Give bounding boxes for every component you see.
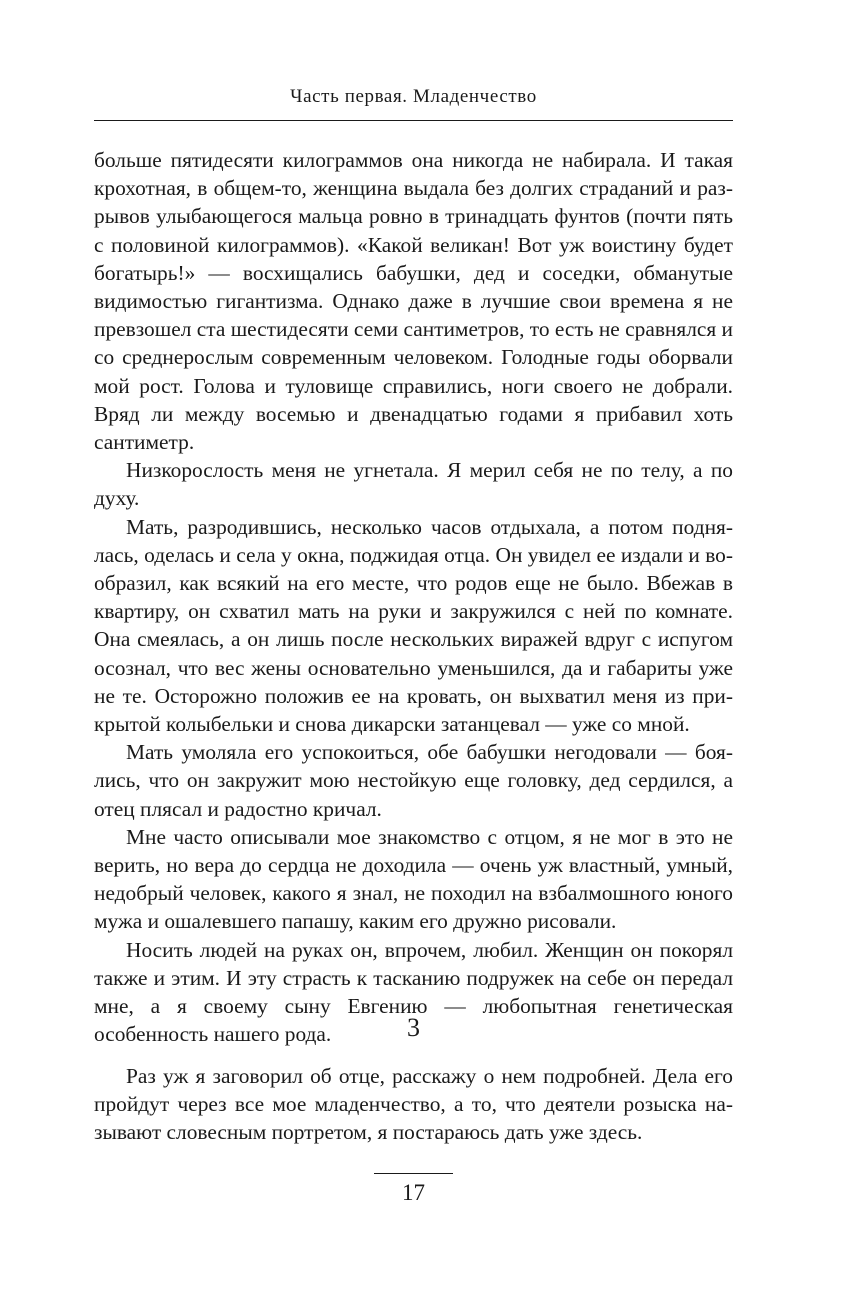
running-head: Часть первая. Младенчество	[290, 86, 537, 107]
page-number: 17	[402, 1180, 425, 1205]
paragraph: Мать умоляла его успокоиться, обе бабушки негодовали — боялись, что он закружит мою нестойкую еще головку, дед сердился, а отец плясал и радостно кричал.	[94, 740, 733, 821]
body-text	[94, 146, 733, 1049]
header-divider	[94, 120, 733, 121]
paragraph: Раз уж я заговорил об отце, расскажу о нем подробней. Дела его пройдут через все мое младенчество, а то, что деятели розыска называют словесным портретом, я постараюсь дать уже здесь.	[94, 1064, 733, 1145]
paragraph: больше пятидесяти килограммов она никогда не набирала. И такая крохотная, в общем-то, женщина выдала без долгих страданий и разрывов улыбающегося мальца ровно в тринадцать фунтов (почти пять с половиной килограммов). «Какой великан! Вот уж воистину будет богатырь!» — восхищались бабушки, дед и соседки, обманутые видимостью гигантизма. Однако даже в лучшие свои времена я не превзошел ста шестидесяти семи сантиметров, то есть не сравнялся и со среднерослым современным человеком. Голодные годы оборвали мой рост. Голова и туловище справились, ноги своего не добрали. Вряд ли между восемью и двенадцатью годами я прибавил хоть сантиметр.	[94, 148, 734, 455]
paragraph: Низкорослость меня не угнетала. Я мерил себя не по телу, а по духу.	[94, 458, 733, 511]
chapter-body-text	[94, 1062, 733, 1147]
paragraph: Мне часто описывали мое знакомство с отцом, я не мог в это не верить, но вера до сердца не доходила — очень уж властный, умный, недобрый человек, какого я знал, не походил на взбалмошного юного мужа и ошалевшего папашу, каким его дружно рисовали.	[94, 824, 733, 934]
footer-divider	[374, 1173, 453, 1174]
paragraph: Мать, разродившись, несколько часов отдыхала, а потом поднялась, оделась и села у окна, поджидая отца. Он увидел ее издали и вообразил, как всякий на его месте, что родов еще не было. Вбежав в квартиру, он схватил мать на руки и закружился с ней по комнате. Она смеялась, а он лишь после нескольких виражей вдруг с испугом осознал, что вес жены основательно уменьшился, да и габариты уже не те. Осторожно положив ее на кровать, он выхватил меня из прикрытой колыбельки и снова дикарски затанцевал — уже со мной.	[94, 514, 733, 737]
chapter-number: 3	[407, 1013, 420, 1042]
paragraph: Носить людей на руках он, впрочем, любил. Женщин он покорял также и этим. И эту страсть к тасканию подружек на себе он передал мне, а я своему сыну Евгению — любопытная генетическая особенность нашего рода.	[94, 937, 733, 1047]
